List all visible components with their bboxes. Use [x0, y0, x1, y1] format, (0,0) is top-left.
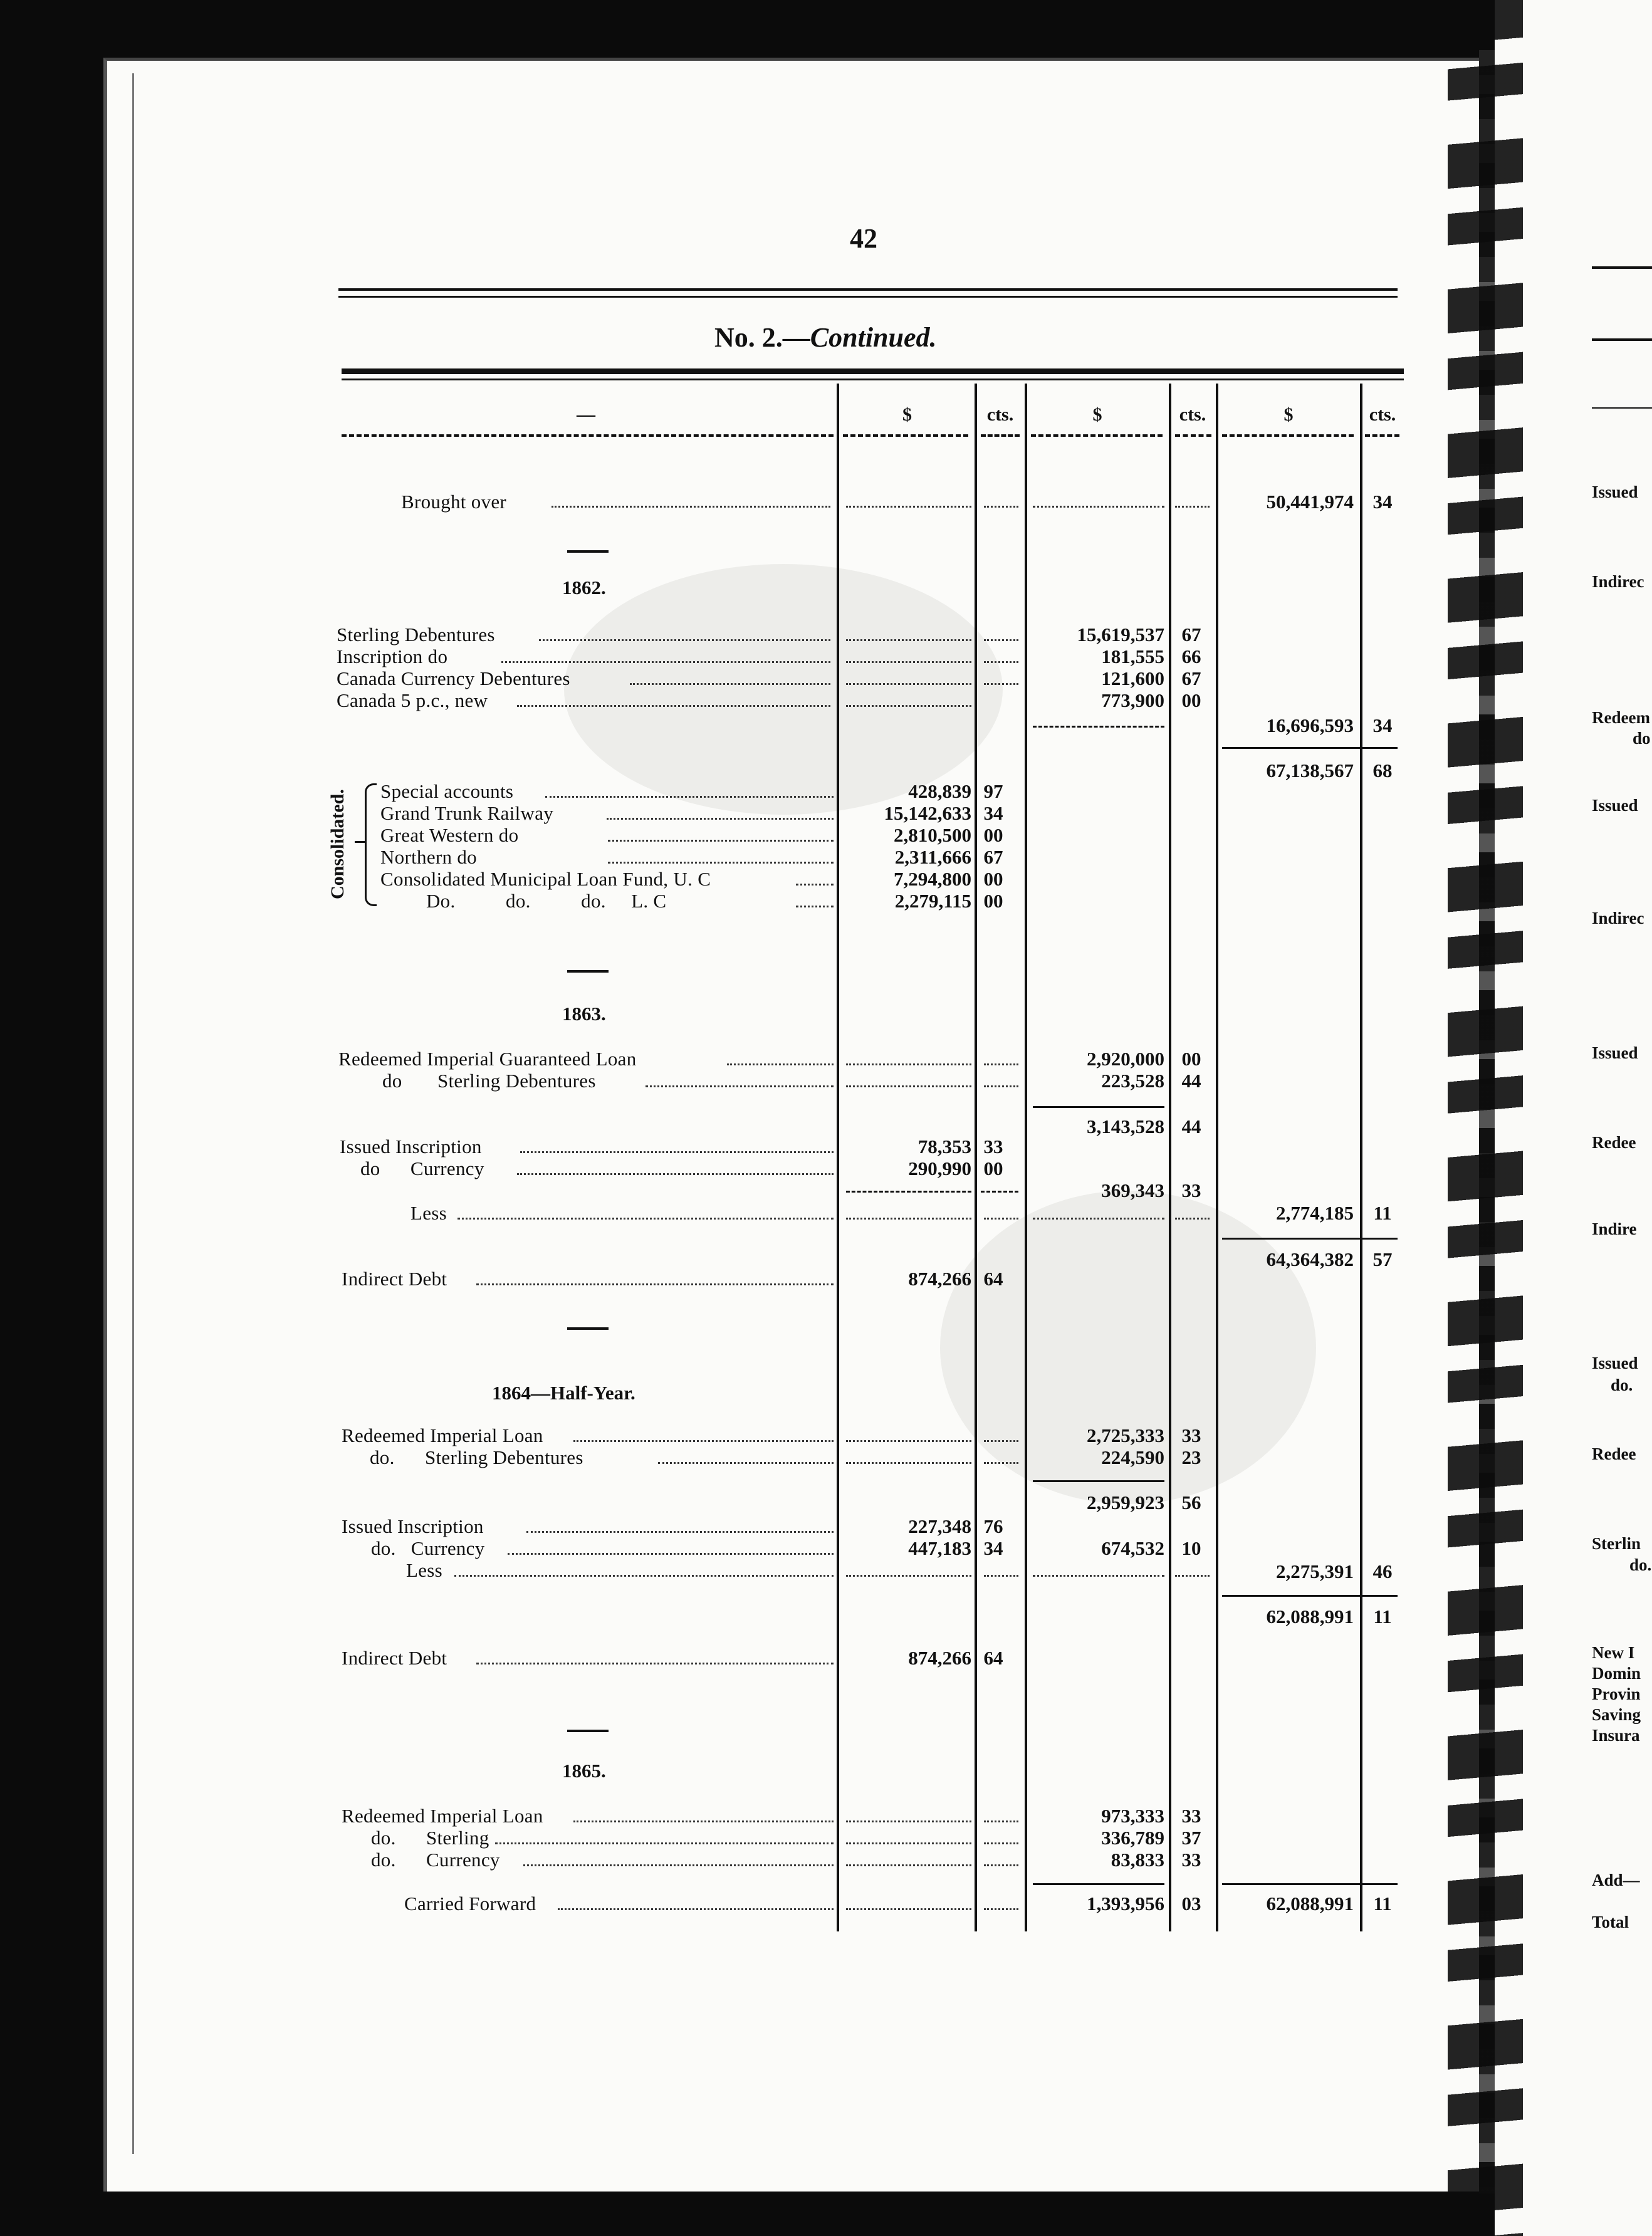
- dot-leader: [608, 840, 834, 842]
- row-label: Redeemed Imperial Guaranteed Loan: [338, 1048, 637, 1070]
- row-label: Less: [406, 1559, 443, 1581]
- dot-leader: [558, 1908, 834, 1910]
- adjacent-page-rule: [1592, 266, 1652, 269]
- row-amount: 369,343: [1101, 1179, 1164, 1201]
- row-label: do Sterling Debentures: [382, 1070, 596, 1092]
- row-label: do Currency: [360, 1157, 484, 1179]
- dot-leader: [608, 862, 834, 864]
- row-cents: 23: [1181, 1446, 1201, 1468]
- page-inner-edge: [132, 73, 134, 2154]
- dot-leader: [846, 1864, 971, 1866]
- row-amount: 874,266: [908, 1647, 971, 1669]
- row-label: Special accounts: [380, 780, 514, 802]
- row-label: Indirect Debt: [342, 1268, 447, 1290]
- paper-stain: [564, 564, 1003, 815]
- ledger-page: [103, 58, 1480, 2192]
- row-amount: 15,142,633: [884, 802, 971, 824]
- subtotal-rule: [1222, 1595, 1398, 1597]
- total-rule: [1033, 1883, 1164, 1885]
- row-cents: 00: [983, 824, 1003, 846]
- dot-leader: [495, 1842, 834, 1844]
- row-label: Canada 5 p.c., new: [337, 689, 488, 711]
- subtotal-rule: [981, 1191, 1018, 1193]
- row-cents: 11: [1373, 1202, 1392, 1224]
- row-amount: 62,088,991: [1266, 1606, 1354, 1627]
- year-heading-1864: 1864—Half-Year.: [492, 1382, 635, 1404]
- dot-leader: [1033, 1575, 1164, 1577]
- dot-leader: [846, 1462, 971, 1464]
- row-amount: 773,900: [1101, 689, 1164, 711]
- adjacent-page-text: Indirec: [1592, 572, 1644, 591]
- row-label: do. Currency: [371, 1537, 485, 1559]
- adjacent-page-rule: [1592, 338, 1652, 341]
- row-cents: 44: [1181, 1070, 1201, 1092]
- row-cents: 57: [1372, 1248, 1393, 1270]
- dot-leader: [1033, 1218, 1164, 1220]
- header-dash-rule: [1175, 434, 1211, 437]
- row-cents: 34: [983, 802, 1003, 824]
- dot-leader: [846, 661, 971, 663]
- row-label: Brought over: [401, 491, 507, 513]
- header-dash-rule: [981, 434, 1020, 437]
- dot-leader: [846, 639, 971, 641]
- table-title-continued: Continued.: [810, 322, 937, 353]
- dot-leader: [457, 1218, 834, 1220]
- column-separator: [1169, 384, 1171, 1931]
- header-dash-rule: [342, 434, 834, 437]
- adjacent-page-text: Provin: [1592, 1685, 1641, 1703]
- row-cents: 00: [983, 868, 1003, 890]
- dot-leader: [984, 506, 1018, 508]
- adjacent-page-text: Issued: [1592, 796, 1638, 815]
- dot-leader: [517, 705, 830, 707]
- header-col1-dollar: $: [902, 404, 912, 425]
- adjacent-page-text: Issued: [1592, 483, 1638, 501]
- dot-leader: [796, 906, 834, 907]
- dot-leader: [846, 1842, 971, 1844]
- header-dash-rule: [1222, 434, 1354, 437]
- dot-leader: [846, 1821, 971, 1822]
- dot-leader: [1033, 506, 1164, 508]
- row-amount: 2,774,185: [1276, 1202, 1354, 1224]
- header-dash-rule: [1365, 434, 1399, 437]
- row-cents: 03: [1181, 1893, 1201, 1915]
- row-amount: 181,555: [1101, 645, 1164, 667]
- column-separator: [1025, 384, 1027, 1931]
- adjacent-page-text: Insura: [1592, 1726, 1640, 1745]
- row-amount: 78,353: [917, 1136, 971, 1157]
- adjacent-page-text: Issued: [1592, 1354, 1638, 1372]
- dot-leader: [552, 506, 830, 508]
- dot-leader: [846, 1908, 971, 1910]
- dot-leader: [846, 1440, 971, 1442]
- row-label: Carried Forward: [404, 1893, 536, 1915]
- group-brace: [355, 841, 365, 843]
- dot-leader: [846, 1063, 971, 1065]
- row-cents: 37: [1181, 1827, 1201, 1849]
- row-cents: 33: [1181, 1805, 1201, 1827]
- row-label: Redeemed Imperial Loan: [342, 1805, 543, 1827]
- row-amount: 874,266: [908, 1268, 971, 1290]
- adjacent-page-rule: [1592, 407, 1652, 409]
- row-label: Sterling Debentures: [337, 624, 495, 645]
- adjacent-page-text: Sterlin: [1592, 1534, 1641, 1553]
- row-amount: 50,441,974: [1266, 491, 1354, 513]
- row-cents: 67: [1181, 667, 1201, 689]
- row-label: Issued Inscription: [342, 1515, 484, 1537]
- row-amount: 223,528: [1101, 1070, 1164, 1092]
- subtotal-rule: [1033, 1106, 1164, 1108]
- adjacent-page-text: Saving: [1592, 1705, 1641, 1724]
- row-label: Consolidated Municipal Loan Fund, U. C: [380, 868, 711, 890]
- row-label: do. Currency: [371, 1849, 500, 1871]
- row-amount: 2,279,115: [894, 890, 971, 912]
- row-cents: 44: [1181, 1115, 1201, 1137]
- row-cents: 33: [1181, 1849, 1201, 1871]
- column-separator: [837, 384, 839, 1931]
- section-separator: [567, 970, 609, 973]
- torn-gutter: [1448, 0, 1523, 2236]
- row-cents: 34: [983, 1537, 1003, 1559]
- subtotal-rule: [846, 1191, 971, 1193]
- row-cents: 33: [983, 1136, 1003, 1157]
- dot-leader: [984, 1462, 1018, 1464]
- header-col3-cts: cts.: [1369, 404, 1396, 425]
- row-amount: 62,088,991: [1266, 1893, 1354, 1915]
- dot-leader: [573, 1440, 834, 1442]
- year-heading-1862: 1862.: [562, 577, 606, 598]
- table-top-rule: [342, 379, 1404, 380]
- adjacent-page-text: do: [1633, 729, 1651, 748]
- row-amount: 7,294,800: [894, 868, 971, 890]
- dot-leader: [984, 1575, 1018, 1577]
- header-dash-rule: [843, 434, 968, 437]
- dot-leader: [607, 818, 834, 820]
- dot-leader: [520, 1151, 834, 1153]
- dot-leader: [984, 1085, 1018, 1087]
- dot-leader: [846, 705, 971, 707]
- header-col1-cts: cts.: [986, 404, 1014, 425]
- adjacent-page-text: Indirec: [1592, 909, 1644, 927]
- row-amount: 674,532: [1101, 1537, 1164, 1559]
- year-heading-1865: 1865.: [562, 1760, 606, 1782]
- subtotal-rule: [1033, 1480, 1164, 1482]
- table-title: [714, 321, 937, 353]
- adjacent-page-text: New I: [1592, 1643, 1635, 1662]
- dot-leader: [984, 1218, 1018, 1220]
- section-separator: [567, 1327, 609, 1330]
- row-cents: 33: [1181, 1424, 1201, 1446]
- dot-leader: [1175, 1575, 1210, 1577]
- row-cents: 56: [1181, 1492, 1201, 1513]
- row-label: Do. do. do. L. C: [426, 890, 667, 912]
- row-amount: 2,959,923: [1087, 1492, 1164, 1513]
- row-amount: 121,600: [1101, 667, 1164, 689]
- row-cents: 00: [1181, 1048, 1201, 1070]
- dot-leader: [846, 683, 971, 685]
- dot-leader: [508, 1553, 834, 1555]
- header-col2-cts: cts.: [1179, 404, 1206, 425]
- row-cents: 00: [983, 1157, 1003, 1179]
- row-cents: 34: [1372, 714, 1393, 736]
- row-amount: 224,590: [1101, 1446, 1164, 1468]
- row-amount: 15,619,537: [1077, 624, 1164, 645]
- dot-leader: [658, 1462, 834, 1464]
- dot-leader: [526, 1531, 834, 1533]
- row-amount: 2,311,666: [894, 846, 971, 868]
- dot-leader: [984, 1842, 1018, 1844]
- row-amount: 428,839: [908, 780, 971, 802]
- page-number: 42: [850, 223, 877, 254]
- adjacent-page-text: Domin: [1592, 1664, 1641, 1683]
- row-label: Grand Trunk Railway: [380, 802, 554, 824]
- row-label: Canada Currency Debentures: [337, 667, 570, 689]
- table-top-rule: [342, 368, 1404, 374]
- group-brace: [365, 783, 377, 906]
- adjacent-page-text: do.: [1629, 1555, 1652, 1574]
- header-dash-rule: [1031, 434, 1163, 437]
- row-label: Great Western do: [380, 824, 519, 846]
- consolidated-side-label: Consolidated.: [327, 789, 348, 899]
- row-amount: 3,143,528: [1087, 1115, 1164, 1137]
- dot-leader: [646, 1085, 834, 1087]
- header-rule: [338, 288, 1398, 291]
- row-cents: 46: [1372, 1560, 1393, 1582]
- dot-leader: [727, 1063, 834, 1065]
- row-cents: 68: [1372, 760, 1393, 781]
- column-separator: [1360, 384, 1362, 1931]
- adjacent-page-text: Redeem: [1592, 708, 1650, 727]
- table-title-main: No. 2.—: [714, 322, 810, 353]
- row-cents: 67: [1181, 624, 1201, 645]
- dot-leader: [984, 1908, 1018, 1910]
- adjacent-page-text: Total: [1592, 1913, 1629, 1931]
- row-label: Issued Inscription: [340, 1136, 482, 1157]
- row-label: Inscription do: [337, 645, 448, 667]
- dot-leader: [984, 683, 1018, 685]
- row-label: do. Sterling Debentures: [370, 1446, 583, 1468]
- row-amount: 16,696,593: [1266, 714, 1354, 736]
- row-label: Less: [410, 1202, 447, 1224]
- adjacent-page-text: Add—: [1592, 1871, 1640, 1889]
- dot-leader: [846, 506, 971, 508]
- dot-leader: [984, 1440, 1018, 1442]
- row-cents: 11: [1373, 1893, 1392, 1915]
- row-amount: 2,810,500: [894, 824, 971, 846]
- header-col2-dollar: $: [1092, 404, 1102, 425]
- year-heading-1863: 1863.: [562, 1003, 606, 1025]
- row-amount: 973,333: [1101, 1805, 1164, 1827]
- dot-leader: [630, 683, 830, 685]
- header-description: —: [577, 404, 595, 425]
- section-separator: [567, 550, 609, 553]
- row-cents: 34: [1372, 491, 1393, 513]
- row-amount: 64,364,382: [1266, 1248, 1354, 1270]
- row-amount: 336,789: [1101, 1827, 1164, 1849]
- dot-leader: [545, 796, 834, 798]
- dot-leader: [476, 1663, 834, 1664]
- header-col3-dollar: $: [1283, 404, 1294, 425]
- row-cents: 64: [983, 1268, 1003, 1290]
- row-cents: 10: [1181, 1537, 1201, 1559]
- row-cents: 00: [1181, 689, 1201, 711]
- row-label: Indirect Debt: [342, 1647, 447, 1669]
- adjacent-page-text: Issued: [1592, 1043, 1638, 1062]
- subtotal-rule: [1222, 1238, 1398, 1240]
- dot-leader: [796, 884, 834, 886]
- row-amount: 67,138,567: [1266, 760, 1354, 781]
- subtotal-rule: [1033, 726, 1164, 728]
- dot-leader: [476, 1283, 834, 1285]
- adjacent-page-text: Redee: [1592, 1445, 1636, 1463]
- row-amount: 1,393,956: [1087, 1893, 1164, 1915]
- dot-leader: [539, 639, 830, 641]
- adjacent-page-text: Redee: [1592, 1133, 1636, 1152]
- column-separator: [975, 384, 977, 1931]
- row-label: Redeemed Imperial Loan: [342, 1424, 543, 1446]
- row-cents: 00: [983, 890, 1003, 912]
- dot-leader: [517, 1173, 834, 1175]
- section-separator: [567, 1730, 609, 1732]
- dot-leader: [573, 1821, 834, 1822]
- row-cents: 76: [983, 1515, 1003, 1537]
- dot-leader: [846, 1575, 971, 1577]
- dot-leader: [984, 639, 1018, 641]
- adjacent-page-text: Indire: [1592, 1220, 1637, 1238]
- subtotal-rule: [1222, 747, 1398, 749]
- row-amount: 2,725,333: [1087, 1424, 1164, 1446]
- row-amount: 447,183: [908, 1537, 971, 1559]
- row-cents: 66: [1181, 645, 1201, 667]
- dot-leader: [984, 1821, 1018, 1822]
- row-amount: 83,833: [1111, 1849, 1164, 1871]
- row-label: do. Sterling: [371, 1827, 489, 1849]
- row-cents: 64: [983, 1647, 1003, 1669]
- dot-leader: [1175, 1218, 1210, 1220]
- header-rule: [338, 296, 1398, 298]
- dot-leader: [1175, 506, 1210, 508]
- row-cents: 67: [983, 846, 1003, 868]
- total-rule: [1222, 1883, 1398, 1885]
- dot-leader: [846, 1085, 971, 1087]
- row-cents: 97: [983, 780, 1003, 802]
- row-label: Northern do: [380, 846, 477, 868]
- row-amount: 227,348: [908, 1515, 971, 1537]
- dot-leader: [454, 1575, 834, 1577]
- row-cents: 11: [1373, 1606, 1392, 1627]
- row-amount: 290,990: [908, 1157, 971, 1179]
- row-cents: 33: [1181, 1179, 1201, 1201]
- row-amount: 2,920,000: [1087, 1048, 1164, 1070]
- dot-leader: [984, 1864, 1018, 1866]
- column-separator: [1216, 384, 1218, 1931]
- dot-leader: [523, 1864, 834, 1866]
- dot-leader: [846, 1218, 971, 1220]
- dot-leader: [984, 1063, 1018, 1065]
- dot-leader: [501, 661, 830, 663]
- adjacent-page-text: do.: [1611, 1376, 1633, 1394]
- row-amount: 2,275,391: [1276, 1560, 1354, 1582]
- dot-leader: [984, 661, 1018, 663]
